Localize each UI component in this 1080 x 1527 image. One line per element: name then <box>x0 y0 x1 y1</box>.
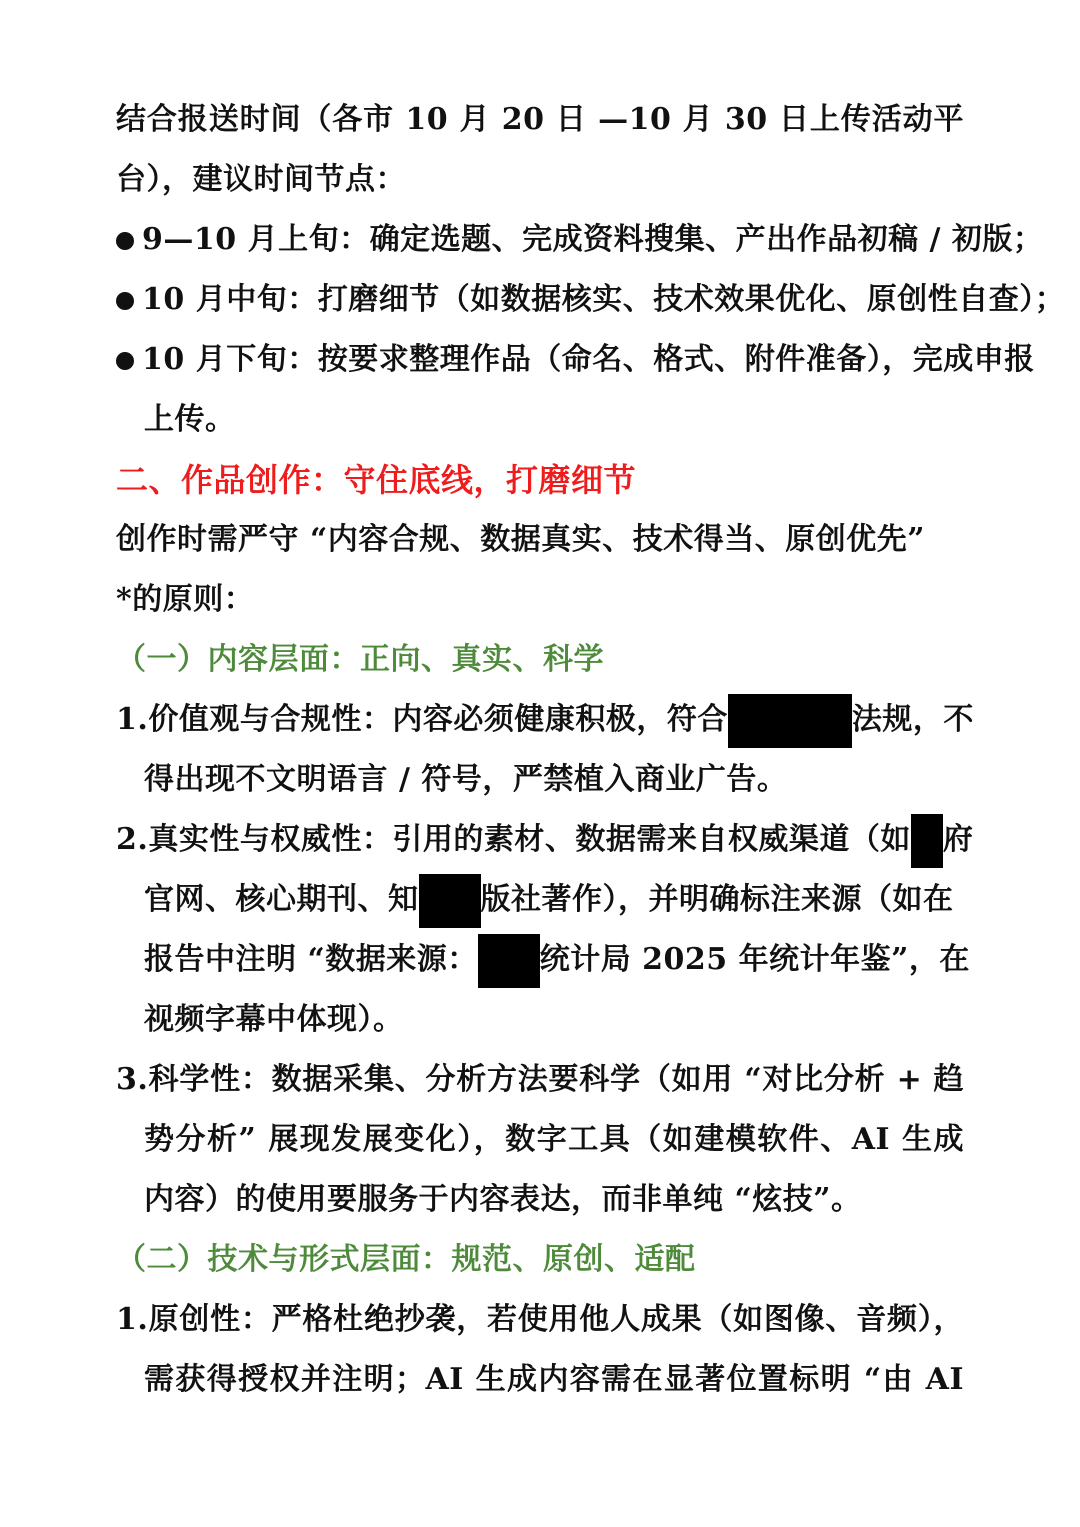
paragraph-line: 结合报送时间（各市 10 月 20 日 —10 月 30 日上传活动平 <box>116 102 964 137</box>
numbered-item-continuation: 需获得授权并注明；AI 生成内容需在显著位置标明 “由 AI <box>144 1362 964 1397</box>
bullet-icon <box>116 352 134 370</box>
redaction-block <box>478 934 540 988</box>
numbered-item-continuation: 内容）的使用要服务于内容表达，而非单纯 “炫技”。 <box>144 1182 862 1217</box>
numbered-item-continuation: 得出现不文明语言 / 符号，严禁植入商业广告。 <box>144 762 788 797</box>
paragraph-line: 台），建议时间节点： <box>116 162 406 197</box>
bullet-icon <box>116 232 134 250</box>
subsection-heading: （一）内容层面：正向、真实、科学 <box>116 642 604 677</box>
paragraph-line: 创作时需严守 “内容合规、数据真实、技术得当、原创优先” <box>116 522 925 557</box>
bullet-item-continuation: 上传。 <box>144 402 236 437</box>
numbered-item: 1.原创性：严格杜绝抄袭，若使用他人成果（如图像、音频）， <box>116 1302 964 1337</box>
numbered-item-continuation: 视频字幕中体现）。 <box>144 1002 404 1037</box>
redaction-block <box>728 694 852 748</box>
numbered-item-continuation: 官网、核心期刊、知 版社著作），并明确标注来源（如在 <box>144 870 954 930</box>
redaction-block <box>419 874 481 928</box>
bullet-item: 10 月中旬：打磨细节（如数据核实、技术效果优化、原创性自查）； <box>116 270 1065 330</box>
paragraph-line: *的原则： <box>116 582 255 617</box>
redaction-block <box>911 814 943 868</box>
subsection-heading: （二）技术与形式层面：规范、原创、适配 <box>116 1242 696 1277</box>
bullet-item: 9—10 月上旬：确定选题、完成资料搜集、产出作品初稿 / 初版； <box>116 210 1043 270</box>
bullet-icon <box>116 292 134 310</box>
numbered-item: 2.真实性与权威性：引用的素材、数据需来自权威渠道（如 府 <box>116 810 973 870</box>
bullet-item: 10 月下旬：按要求整理作品（命名、格式、附件准备），完成申报 <box>116 330 1035 390</box>
numbered-item-continuation: 势分析” 展现发展变化），数字工具（如建模软件、AI 生成 <box>144 1122 964 1157</box>
section-heading: 二、作品创作：守住底线，打磨细节 <box>116 461 637 499</box>
numbered-item: 3.科学性：数据采集、分析方法要科学（如用 “对比分析 + 趋 <box>116 1062 964 1097</box>
numbered-item: 1.价值观与合规性：内容必须健康积极，符合 法规，不 <box>116 690 974 750</box>
numbered-item-continuation: 报告中注明 “数据来源： 统计局 2025 年统计年鉴”，在 <box>144 930 970 990</box>
